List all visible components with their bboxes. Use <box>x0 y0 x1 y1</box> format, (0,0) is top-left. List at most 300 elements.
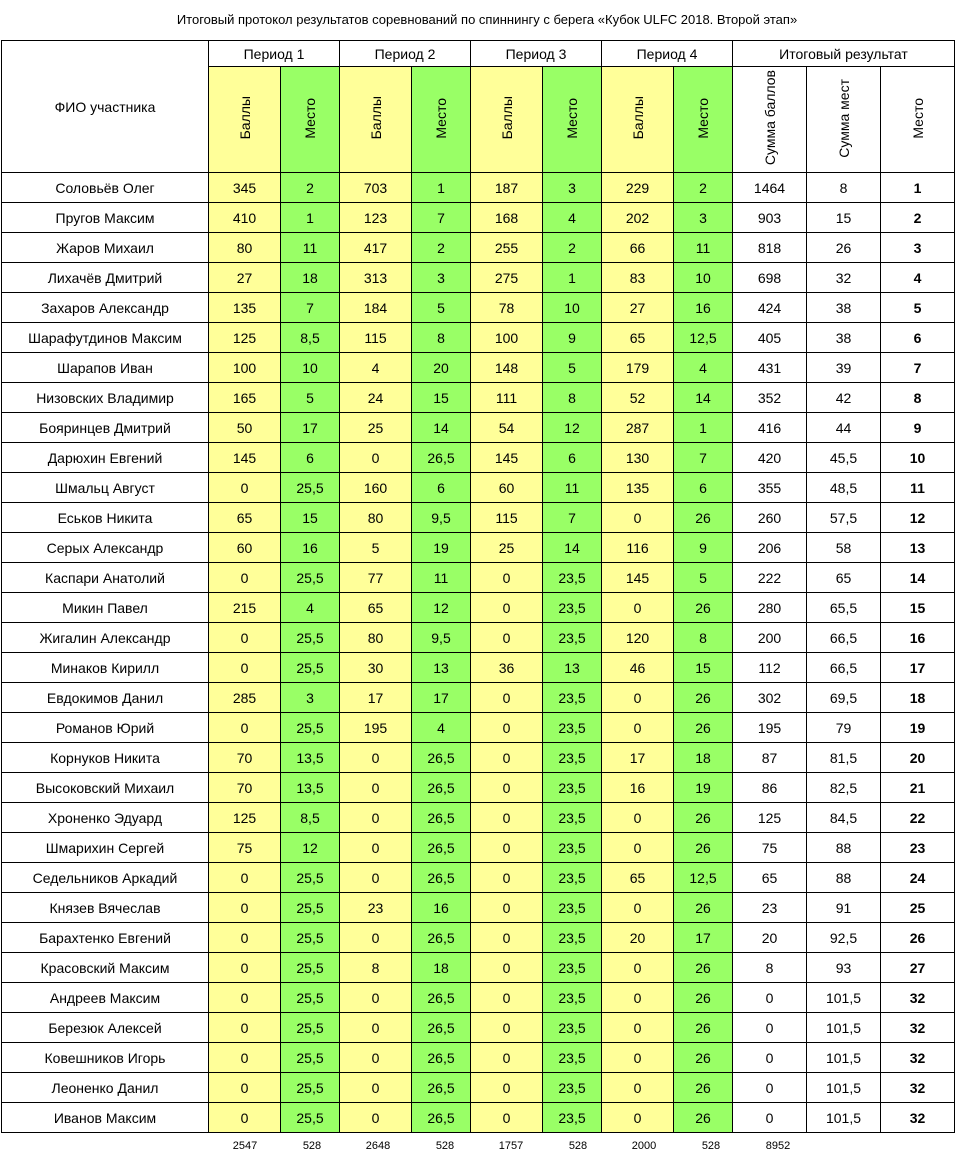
table-row <box>2 293 955 323</box>
p3-points-cell: 148 <box>471 353 543 383</box>
p4-points-cell: 145 <box>602 563 674 593</box>
final-place-cell: 1 <box>881 173 955 203</box>
table-row <box>2 1043 955 1073</box>
p1-place-cell: 25,5 <box>281 1043 340 1073</box>
p4-points-cell: 16 <box>602 773 674 803</box>
participant-name-cell: Березюк Алексей <box>2 1013 209 1043</box>
table-row <box>2 533 955 563</box>
sum-points-cell: 260 <box>733 503 807 533</box>
p4-points-cell: 0 <box>602 1073 674 1103</box>
p1-points-cell: 0 <box>209 863 281 893</box>
p1-place-cell: 8,5 <box>281 803 340 833</box>
participant-name-cell: Андреев Максим <box>2 983 209 1013</box>
sum-places-cell: 101,5 <box>807 1013 881 1043</box>
header-p2-points: Баллы <box>340 67 412 173</box>
p2-points-cell: 24 <box>340 383 412 413</box>
p2-points-cell: 0 <box>340 1103 412 1133</box>
participant-name-cell: Соловьёв Олег <box>2 173 209 203</box>
sum-places-cell: 81,5 <box>807 743 881 773</box>
table-row <box>2 233 955 263</box>
final-place-cell: 32 <box>881 1013 955 1043</box>
sum-places-cell: 48,5 <box>807 473 881 503</box>
p3-place-cell: 23,5 <box>543 593 602 623</box>
p3-place-cell: 11 <box>543 473 602 503</box>
sum-places-cell: 38 <box>807 293 881 323</box>
table-row <box>2 593 955 623</box>
p2-points-cell: 77 <box>340 563 412 593</box>
table-row <box>2 713 955 743</box>
column-total: 528 <box>568 1140 588 1152</box>
p4-place-cell: 14 <box>674 383 733 413</box>
p3-place-cell: 7 <box>543 503 602 533</box>
p2-points-cell: 0 <box>340 833 412 863</box>
sum-points-cell: 280 <box>733 593 807 623</box>
final-place-cell: 9 <box>881 413 955 443</box>
p3-points-cell: 115 <box>471 503 543 533</box>
sum-points-cell: 355 <box>733 473 807 503</box>
p4-place-cell: 12,5 <box>674 863 733 893</box>
sum-points-cell: 352 <box>733 383 807 413</box>
p1-points-cell: 0 <box>209 1043 281 1073</box>
p2-points-cell: 115 <box>340 323 412 353</box>
p4-place-cell: 19 <box>674 773 733 803</box>
sum-points-cell: 431 <box>733 353 807 383</box>
p4-place-cell: 26 <box>674 893 733 923</box>
p3-points-cell: 0 <box>471 833 543 863</box>
sum-places-cell: 44 <box>807 413 881 443</box>
p1-points-cell: 125 <box>209 803 281 833</box>
p1-place-cell: 25,5 <box>281 623 340 653</box>
p2-points-cell: 23 <box>340 893 412 923</box>
header-period-1: Период 1 <box>209 41 340 67</box>
sum-places-cell: 58 <box>807 533 881 563</box>
sum-points-cell: 206 <box>733 533 807 563</box>
p3-points-cell: 111 <box>471 383 543 413</box>
p1-place-cell: 17 <box>281 413 340 443</box>
final-place-cell: 5 <box>881 293 955 323</box>
p4-points-cell: 179 <box>602 353 674 383</box>
p4-points-cell: 0 <box>602 893 674 923</box>
header-final-place: Место <box>881 67 955 173</box>
p2-points-cell: 313 <box>340 263 412 293</box>
final-place-cell: 27 <box>881 953 955 983</box>
header-row-periods <box>2 41 955 67</box>
p2-place-cell: 9,5 <box>412 623 471 653</box>
p2-place-cell: 14 <box>412 413 471 443</box>
p2-place-cell: 12 <box>412 593 471 623</box>
p4-place-cell: 8 <box>674 623 733 653</box>
p3-points-cell: 0 <box>471 803 543 833</box>
p2-place-cell: 26,5 <box>412 833 471 863</box>
sum-places-cell: 57,5 <box>807 503 881 533</box>
participant-name-cell: Романов Юрий <box>2 713 209 743</box>
table-row <box>2 1103 955 1133</box>
participant-name-cell: Захаров Александр <box>2 293 209 323</box>
p4-points-cell: 0 <box>602 1013 674 1043</box>
sum-points-cell: 818 <box>733 233 807 263</box>
p3-place-cell: 3 <box>543 173 602 203</box>
final-place-cell: 24 <box>881 863 955 893</box>
p1-points-cell: 0 <box>209 473 281 503</box>
p1-points-cell: 65 <box>209 503 281 533</box>
p1-place-cell: 4 <box>281 593 340 623</box>
final-place-cell: 25 <box>881 893 955 923</box>
p1-points-cell: 0 <box>209 923 281 953</box>
p3-points-cell: 0 <box>471 983 543 1013</box>
p2-place-cell: 9,5 <box>412 503 471 533</box>
participant-name-cell: Бояринцев Дмитрий <box>2 413 209 443</box>
header-p4-place: Место <box>674 67 733 173</box>
participant-name-cell: Шарапов Иван <box>2 353 209 383</box>
sum-points-cell: 0 <box>733 1043 807 1073</box>
p4-place-cell: 10 <box>674 263 733 293</box>
p1-points-cell: 0 <box>209 1013 281 1043</box>
p3-place-cell: 8 <box>543 383 602 413</box>
p3-points-cell: 60 <box>471 473 543 503</box>
p2-points-cell: 0 <box>340 743 412 773</box>
header-p1-place: Место <box>281 67 340 173</box>
sum-points-cell: 903 <box>733 203 807 233</box>
participant-name-cell: Корнуков Никита <box>2 743 209 773</box>
p1-place-cell: 5 <box>281 383 340 413</box>
p3-place-cell: 23,5 <box>543 893 602 923</box>
p2-place-cell: 3 <box>412 263 471 293</box>
table-row <box>2 953 955 983</box>
p3-place-cell: 23,5 <box>543 1013 602 1043</box>
sum-points-cell: 416 <box>733 413 807 443</box>
final-place-cell: 20 <box>881 743 955 773</box>
p4-points-cell: 0 <box>602 503 674 533</box>
p1-place-cell: 10 <box>281 353 340 383</box>
sum-points-cell: 87 <box>733 743 807 773</box>
header-sum-points: Сумма баллов <box>733 67 807 173</box>
participant-name-cell: Барахтенко Евгений <box>2 923 209 953</box>
final-place-cell: 2 <box>881 203 955 233</box>
p4-points-cell: 116 <box>602 533 674 563</box>
participant-name-cell: Ковешников Игорь <box>2 1043 209 1073</box>
table-row <box>2 863 955 893</box>
final-place-cell: 26 <box>881 923 955 953</box>
p4-points-cell: 202 <box>602 203 674 233</box>
p1-place-cell: 25,5 <box>281 653 340 683</box>
p4-points-cell: 65 <box>602 323 674 353</box>
table-row <box>2 203 955 233</box>
sum-places-cell: 65,5 <box>807 593 881 623</box>
p3-points-cell: 0 <box>471 953 543 983</box>
p1-place-cell: 25,5 <box>281 473 340 503</box>
sum-points-cell: 8 <box>733 953 807 983</box>
p2-points-cell: 0 <box>340 803 412 833</box>
p4-points-cell: 229 <box>602 173 674 203</box>
p4-place-cell: 4 <box>674 353 733 383</box>
sum-points-cell: 1464 <box>733 173 807 203</box>
participant-name-cell: Князев Вячеслав <box>2 893 209 923</box>
sum-points-cell: 112 <box>733 653 807 683</box>
table-row <box>2 923 955 953</box>
sum-places-cell: 91 <box>807 893 881 923</box>
p1-place-cell: 25,5 <box>281 713 340 743</box>
table-row <box>2 743 955 773</box>
p3-place-cell: 23,5 <box>543 983 602 1013</box>
p1-points-cell: 100 <box>209 353 281 383</box>
final-place-cell: 6 <box>881 323 955 353</box>
p2-place-cell: 13 <box>412 653 471 683</box>
p2-points-cell: 80 <box>340 623 412 653</box>
p4-points-cell: 135 <box>602 473 674 503</box>
final-place-cell: 32 <box>881 983 955 1013</box>
participant-name-cell: Еськов Никита <box>2 503 209 533</box>
p1-points-cell: 60 <box>209 533 281 563</box>
p4-points-cell: 65 <box>602 863 674 893</box>
p1-points-cell: 0 <box>209 713 281 743</box>
final-place-cell: 10 <box>881 443 955 473</box>
table-row <box>2 1073 955 1103</box>
p1-place-cell: 11 <box>281 233 340 263</box>
p2-place-cell: 19 <box>412 533 471 563</box>
table-row <box>2 833 955 863</box>
p4-points-cell: 0 <box>602 953 674 983</box>
p4-place-cell: 26 <box>674 1013 733 1043</box>
header-period-3: Период 3 <box>471 41 602 67</box>
p1-place-cell: 16 <box>281 533 340 563</box>
table-row <box>2 503 955 533</box>
p3-points-cell: 0 <box>471 773 543 803</box>
p3-place-cell: 23,5 <box>543 803 602 833</box>
sum-places-cell: 82,5 <box>807 773 881 803</box>
table-row <box>2 353 955 383</box>
p1-points-cell: 345 <box>209 173 281 203</box>
p4-points-cell: 0 <box>602 683 674 713</box>
p1-points-cell: 410 <box>209 203 281 233</box>
p4-place-cell: 2 <box>674 173 733 203</box>
final-place-cell: 32 <box>881 1043 955 1073</box>
p4-place-cell: 1 <box>674 413 733 443</box>
p1-place-cell: 13,5 <box>281 743 340 773</box>
p1-place-cell: 18 <box>281 263 340 293</box>
sum-points-cell: 125 <box>733 803 807 833</box>
p1-place-cell: 25,5 <box>281 953 340 983</box>
p3-place-cell: 23,5 <box>543 563 602 593</box>
p3-points-cell: 78 <box>471 293 543 323</box>
p2-place-cell: 26,5 <box>412 443 471 473</box>
sum-places-cell: 39 <box>807 353 881 383</box>
participant-name-cell: Серых Александр <box>2 533 209 563</box>
p4-place-cell: 9 <box>674 533 733 563</box>
final-place-cell: 23 <box>881 833 955 863</box>
sum-places-cell: 79 <box>807 713 881 743</box>
p4-points-cell: 0 <box>602 1103 674 1133</box>
p3-points-cell: 25 <box>471 533 543 563</box>
document-title: Итоговый протокол результатов соревнований по спиннингу с берега «Кубок ULFC 2018. Второй этап» <box>176 12 798 27</box>
p3-points-cell: 100 <box>471 323 543 353</box>
table-row <box>2 263 955 293</box>
p2-place-cell: 11 <box>412 563 471 593</box>
p3-points-cell: 0 <box>471 1103 543 1133</box>
p1-place-cell: 25,5 <box>281 1073 340 1103</box>
p1-points-cell: 80 <box>209 233 281 263</box>
p2-place-cell: 7 <box>412 203 471 233</box>
final-place-cell: 12 <box>881 503 955 533</box>
p1-place-cell: 6 <box>281 443 340 473</box>
p3-place-cell: 23,5 <box>543 623 602 653</box>
sum-points-cell: 20 <box>733 923 807 953</box>
participant-name-cell: Седельников Аркадий <box>2 863 209 893</box>
p3-place-cell: 6 <box>543 443 602 473</box>
p4-place-cell: 15 <box>674 653 733 683</box>
p3-place-cell: 9 <box>543 323 602 353</box>
p3-place-cell: 23,5 <box>543 1103 602 1133</box>
p1-points-cell: 0 <box>209 1073 281 1103</box>
p1-place-cell: 1 <box>281 203 340 233</box>
header-p4-points: Баллы <box>602 67 674 173</box>
p1-points-cell: 0 <box>209 1103 281 1133</box>
column-total: 528 <box>701 1140 721 1152</box>
header-p2-place: Место <box>412 67 471 173</box>
sum-places-cell: 66,5 <box>807 623 881 653</box>
p4-place-cell: 26 <box>674 713 733 743</box>
sum-points-cell: 195 <box>733 713 807 743</box>
final-place-cell: 18 <box>881 683 955 713</box>
p1-points-cell: 0 <box>209 653 281 683</box>
p2-points-cell: 0 <box>340 1013 412 1043</box>
participant-name-cell: Низовских Владимир <box>2 383 209 413</box>
sum-places-cell: 26 <box>807 233 881 263</box>
p3-place-cell: 2 <box>543 233 602 263</box>
p1-points-cell: 285 <box>209 683 281 713</box>
p1-points-cell: 27 <box>209 263 281 293</box>
p2-place-cell: 15 <box>412 383 471 413</box>
p2-place-cell: 18 <box>412 953 471 983</box>
p1-place-cell: 25,5 <box>281 983 340 1013</box>
p4-place-cell: 17 <box>674 923 733 953</box>
table-row <box>2 803 955 833</box>
final-place-cell: 4 <box>881 263 955 293</box>
p3-points-cell: 187 <box>471 173 543 203</box>
header-sum-places: Сумма мест <box>807 67 881 173</box>
sum-places-cell: 8 <box>807 173 881 203</box>
final-place-cell: 8 <box>881 383 955 413</box>
table-row <box>2 563 955 593</box>
sum-points-cell: 65 <box>733 863 807 893</box>
sum-places-cell: 92,5 <box>807 923 881 953</box>
p3-points-cell: 0 <box>471 623 543 653</box>
p2-place-cell: 26,5 <box>412 983 471 1013</box>
p2-place-cell: 6 <box>412 473 471 503</box>
p4-points-cell: 27 <box>602 293 674 323</box>
p2-place-cell: 5 <box>412 293 471 323</box>
p1-points-cell: 165 <box>209 383 281 413</box>
sum-points-cell: 420 <box>733 443 807 473</box>
p3-points-cell: 255 <box>471 233 543 263</box>
p2-points-cell: 30 <box>340 653 412 683</box>
p2-place-cell: 26,5 <box>412 923 471 953</box>
sum-places-cell: 88 <box>807 863 881 893</box>
participant-name-cell: Шмарихин Сергей <box>2 833 209 863</box>
p4-place-cell: 26 <box>674 1073 733 1103</box>
p3-place-cell: 23,5 <box>543 713 602 743</box>
p3-points-cell: 54 <box>471 413 543 443</box>
sum-places-cell: 38 <box>807 323 881 353</box>
p1-place-cell: 15 <box>281 503 340 533</box>
p4-points-cell: 0 <box>602 833 674 863</box>
sum-places-cell: 15 <box>807 203 881 233</box>
p1-place-cell: 25,5 <box>281 863 340 893</box>
p2-points-cell: 80 <box>340 503 412 533</box>
column-total: 2000 <box>631 1140 657 1152</box>
final-place-cell: 14 <box>881 563 955 593</box>
participant-name-cell: Дарюхин Евгений <box>2 443 209 473</box>
sum-points-cell: 23 <box>733 893 807 923</box>
p4-points-cell: 83 <box>602 263 674 293</box>
p2-points-cell: 0 <box>340 1043 412 1073</box>
p1-points-cell: 125 <box>209 323 281 353</box>
p2-points-cell: 0 <box>340 1073 412 1103</box>
p2-points-cell: 0 <box>340 773 412 803</box>
sum-places-cell: 66,5 <box>807 653 881 683</box>
sum-points-cell: 0 <box>733 1073 807 1103</box>
p2-points-cell: 0 <box>340 983 412 1013</box>
p3-points-cell: 36 <box>471 653 543 683</box>
p2-points-cell: 195 <box>340 713 412 743</box>
p2-points-cell: 703 <box>340 173 412 203</box>
sum-places-cell: 32 <box>807 263 881 293</box>
p1-place-cell: 8,5 <box>281 323 340 353</box>
final-place-cell: 3 <box>881 233 955 263</box>
sum-places-cell: 101,5 <box>807 1043 881 1073</box>
p3-points-cell: 0 <box>471 923 543 953</box>
header-p3-place: Место <box>543 67 602 173</box>
p4-points-cell: 0 <box>602 803 674 833</box>
p2-place-cell: 26,5 <box>412 803 471 833</box>
p4-points-cell: 0 <box>602 983 674 1013</box>
sum-points-cell: 0 <box>733 983 807 1013</box>
table-row <box>2 413 955 443</box>
p4-points-cell: 0 <box>602 713 674 743</box>
p2-points-cell: 25 <box>340 413 412 443</box>
p4-points-cell: 17 <box>602 743 674 773</box>
p1-place-cell: 13,5 <box>281 773 340 803</box>
p1-place-cell: 3 <box>281 683 340 713</box>
header-period-4: Период 4 <box>602 41 733 67</box>
p3-points-cell: 0 <box>471 1043 543 1073</box>
sum-points-cell: 0 <box>733 1013 807 1043</box>
p1-place-cell: 2 <box>281 173 340 203</box>
p3-points-cell: 168 <box>471 203 543 233</box>
p4-points-cell: 20 <box>602 923 674 953</box>
column-total: 528 <box>435 1140 455 1152</box>
column-total: 528 <box>302 1140 322 1152</box>
p1-points-cell: 70 <box>209 773 281 803</box>
p2-place-cell: 8 <box>412 323 471 353</box>
p1-place-cell: 25,5 <box>281 893 340 923</box>
p2-place-cell: 26,5 <box>412 863 471 893</box>
p2-place-cell: 16 <box>412 893 471 923</box>
p3-place-cell: 23,5 <box>543 833 602 863</box>
p4-points-cell: 66 <box>602 233 674 263</box>
p1-points-cell: 0 <box>209 953 281 983</box>
table-row <box>2 1013 955 1043</box>
p4-place-cell: 26 <box>674 983 733 1013</box>
p3-place-cell: 10 <box>543 293 602 323</box>
sum-places-cell: 93 <box>807 953 881 983</box>
participant-name-cell: Леоненко Данил <box>2 1073 209 1103</box>
p4-place-cell: 3 <box>674 203 733 233</box>
p3-points-cell: 275 <box>471 263 543 293</box>
participant-name-cell: Жигалин Александр <box>2 623 209 653</box>
final-place-cell: 15 <box>881 593 955 623</box>
table-row <box>2 983 955 1013</box>
sum-points-cell: 302 <box>733 683 807 713</box>
